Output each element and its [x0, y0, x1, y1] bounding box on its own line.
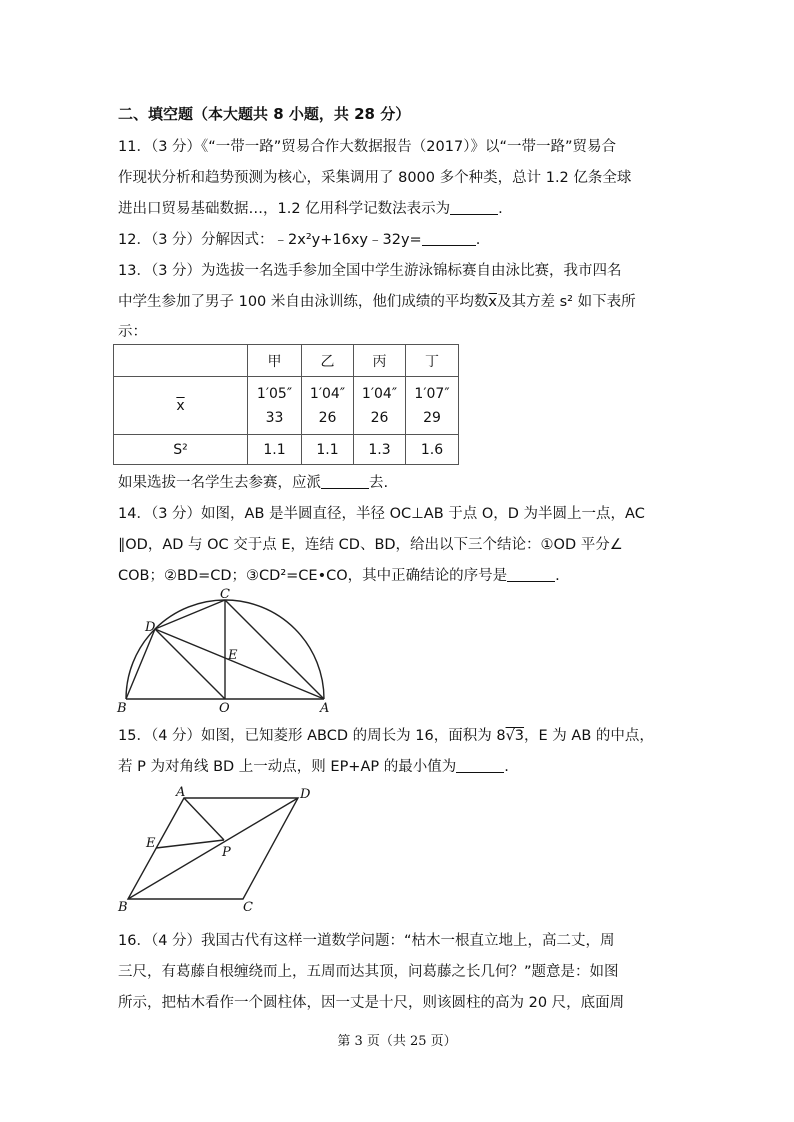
table-cell: 1.1 [302, 435, 354, 465]
segment-bd [126, 629, 155, 699]
q13-line-3: 示： [118, 324, 147, 340]
q13-answer-blank[interactable] [321, 474, 369, 489]
q13-line-2a: 中学生参加了男子 100 米自由泳训练，他们成绩的平均数 [118, 294, 489, 310]
q13-line-4-text: 如果选拔一名学生去参赛，应派 [118, 475, 321, 491]
table-cell: 1.1 [248, 435, 302, 465]
segment-cd [155, 600, 225, 629]
semicircle-figure [110, 584, 340, 719]
q15-line-2-text: 若 P 为对角线 BD 上一动点，则 EP+AP 的最小值为 [118, 759, 457, 775]
q11-line-1: 11．（3 分）《“一带一路”贸易合作大数据报告（2017）》以“一带一路”贸易合 [118, 139, 616, 155]
label-e: E [146, 836, 156, 851]
q14-line-2: ∥OD，AD 与 OC 交于点 E，连结 CD、BD，给出以下三个结论：①OD 平分∠ [118, 537, 623, 553]
mean-minutes: 1′04″ [309, 385, 346, 402]
variance-label-cell: S² [114, 435, 248, 465]
label-a: A [176, 785, 186, 800]
q13-line-4-end: 去. [369, 475, 389, 491]
q15-line-1a: 15．（4 分）如图，已知菱形 ABCD 的周长为 16，面积为 8 [118, 728, 506, 744]
segment-ac [225, 600, 324, 699]
mean-label: $\overline{x}$ [176, 397, 185, 414]
mean-hundredths: 33 [265, 409, 284, 426]
q14-line-3 [118, 566, 560, 586]
label-b: B [117, 701, 127, 716]
mean-minutes: 1′04″ [361, 385, 398, 402]
label-d: D [300, 787, 311, 802]
q14-period: . [555, 568, 560, 584]
q13-line-4 [118, 473, 388, 493]
table-cell: 1.6 [406, 435, 459, 465]
table-cell [302, 377, 354, 435]
q11-line-2: 作现状分析和趋势预测为核心，采集调用了 8000 多个种类，总计 1.2 亿条全球 [118, 170, 632, 186]
table-header-cell: 丙 [354, 345, 406, 377]
label-b: B [118, 900, 128, 915]
table-cell [248, 377, 302, 435]
mean-hundredths: 29 [423, 409, 441, 426]
label-a: A [320, 701, 330, 716]
table-header-cell: 丁 [406, 345, 459, 377]
q15-line-2 [118, 757, 509, 777]
mean-symbol: $\overline{x}$ [488, 294, 497, 310]
q14-answer-blank[interactable] [507, 567, 555, 582]
q11-line-3 [118, 199, 503, 219]
label-d: D [145, 620, 156, 635]
table-header-cell: 乙 [302, 345, 354, 377]
mean-minutes: 1′07″ [414, 385, 450, 402]
q13-line-2b: 及其方差 s² 如下表所 [497, 294, 636, 310]
mean-hundredths: 26 [370, 409, 389, 426]
q15-period: . [504, 759, 509, 775]
table-cell: 1.3 [354, 435, 406, 465]
q15-line-1b: ，E 为 AB 的中点， [524, 728, 654, 744]
table-header-cell: 甲 [248, 345, 302, 377]
q16-line-1: 16．（4 分）我国古代有这样一道数学问题：“枯木一根直立地上，高二丈，周 [118, 933, 615, 949]
table-cell [354, 377, 406, 435]
q13-line-1: 13．（3 分）为选拔一名选手参加全国中学生游泳锦标赛自由泳比赛，我市四名 [118, 263, 622, 279]
mean-minutes: 1′05″ [256, 385, 293, 402]
q16-line-3: 所示，把枯木看作一个圆柱体，因一丈是十尺，则该圆柱的高为 20 尺，底面周 [118, 995, 625, 1011]
label-p: P [222, 845, 231, 860]
rhombus-figure [115, 782, 325, 917]
q11-answer-blank[interactable] [450, 200, 498, 215]
sqrt-three: √3 [505, 728, 525, 744]
table-row-variance [114, 435, 459, 465]
q13-line-2 [118, 292, 636, 312]
table-header-row [114, 345, 459, 377]
score-table [113, 344, 459, 465]
q14-line-1: 14．（3 分）如图，AB 是半圆直径，半径 OC⊥AB 于点 O，D 为半圆上一点，AC [118, 506, 645, 522]
section-title: 二、填空题（本大题共 8 小题，共 28 分） [118, 105, 411, 123]
label-c: C [243, 900, 253, 915]
segment-ad [155, 629, 324, 699]
table-corner-cell [114, 345, 248, 377]
table-cell [406, 377, 459, 435]
label-c: C [220, 587, 230, 602]
segment-ap [184, 798, 224, 840]
q15-line-1 [118, 726, 654, 746]
q11-period: . [498, 201, 503, 217]
label-e: E [228, 648, 238, 663]
q12-period: . [475, 232, 481, 248]
q12-answer-blank[interactable] [422, 231, 476, 246]
q11-line-3-text: 进出口贸易基础数据…，1.2 亿用科学记数法表示为 [118, 201, 451, 217]
q15-answer-blank[interactable] [456, 758, 504, 773]
q16-line-2: 三尺，有葛藤自根缠绕而上，五周而达其顶，问葛藤之长几何？”题意是：如图 [118, 964, 619, 980]
q14-line-3-text: COB；②BD=CD；③CD²=CE•CO，其中正确结论的序号是 [118, 568, 508, 584]
q12-text: 12．（3 分）分解因式：﹣2x²y+16xy﹣32y= [118, 232, 422, 248]
label-o: O [219, 701, 230, 716]
q12-line-1 [118, 230, 480, 250]
segment-ep [156, 840, 224, 848]
table-row-mean [114, 377, 459, 435]
page-footer: 第 3 页（共 25 页） [337, 1034, 457, 1049]
mean-hundredths: 26 [318, 409, 337, 426]
mean-label-cell [114, 377, 248, 435]
segment-od [155, 629, 225, 699]
